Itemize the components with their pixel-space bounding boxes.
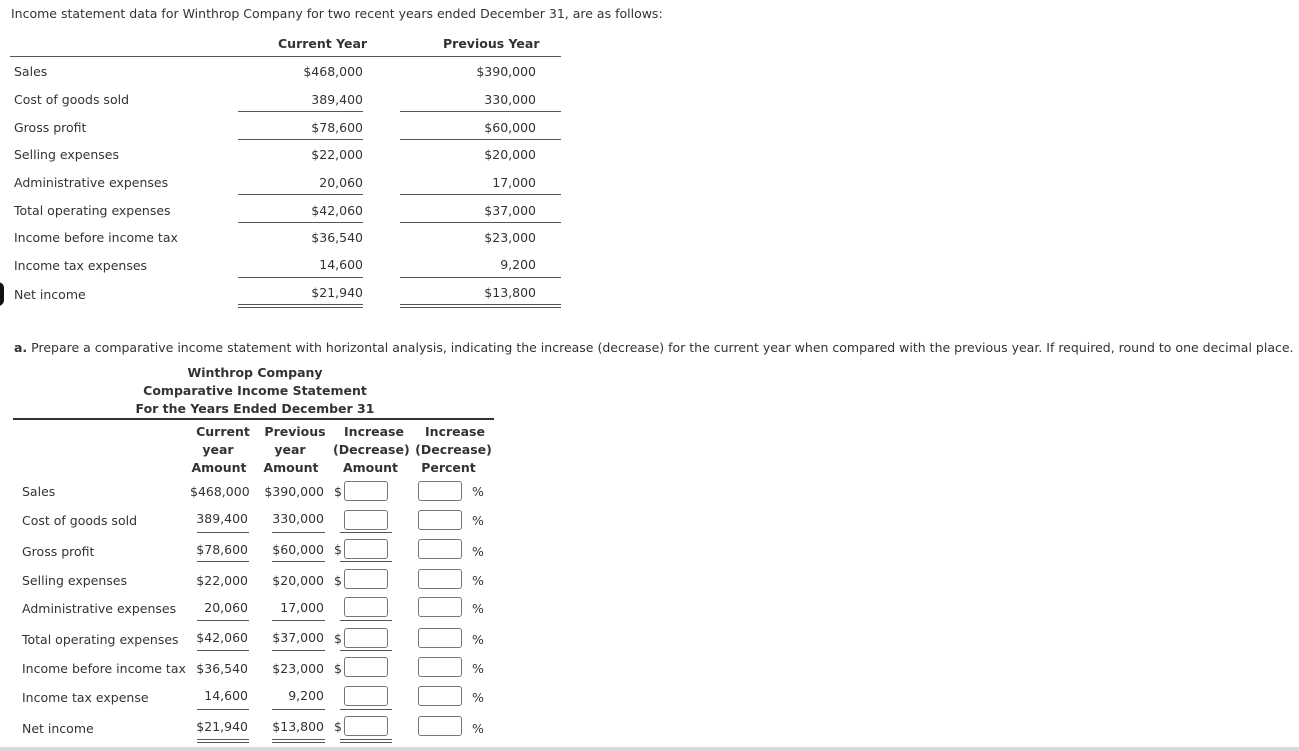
total-double-rule [340, 739, 392, 743]
percent-sign: % [472, 690, 484, 705]
question-text [14, 340, 1294, 355]
subtotal-rule [340, 620, 392, 621]
subtotal-rule [340, 532, 392, 533]
prev-value: 17,000 [492, 175, 536, 190]
percent-sign: % [472, 661, 484, 676]
cur-amount: $22,000 [196, 573, 248, 588]
subtotal-rule [197, 650, 249, 651]
row-label: Sales [22, 484, 56, 499]
hdr-incpct-3: Percent [421, 460, 476, 475]
cur-amount: $36,540 [196, 661, 248, 676]
row-label: Net income [22, 721, 94, 736]
total-double-rule [197, 739, 249, 743]
subtotal-rule [197, 709, 249, 710]
row-label: Income tax expenses [14, 258, 148, 273]
cur-value: $42,060 [311, 203, 363, 218]
prev-amount: 17,000 [280, 600, 324, 615]
increase-amount-input[interactable] [344, 569, 388, 589]
prev-amount: $23,000 [272, 661, 324, 676]
statement-header-rule [13, 418, 494, 420]
hdr-incpct-2: (Decrease) [415, 442, 492, 457]
col-previous-year: Previous Year [443, 36, 540, 51]
hdr-incamt-2: (Decrease) [333, 442, 410, 457]
subtotal-rule [272, 709, 325, 710]
subtotal-rule [238, 277, 363, 278]
prev-amount: $37,000 [272, 630, 324, 645]
cur-amount: 389,400 [196, 511, 248, 526]
subtotal-rule [272, 650, 325, 651]
prev-amount: 9,200 [288, 688, 324, 703]
cur-amount: $42,060 [196, 630, 248, 645]
prev-amount: 330,000 [272, 511, 324, 526]
subtotal-rule [197, 620, 249, 621]
prev-value: 330,000 [484, 92, 536, 107]
bottom-scroll-edge [0, 747, 1299, 751]
row-label: Total operating expenses [22, 632, 179, 647]
increase-amount-input[interactable] [344, 539, 388, 559]
dollar-sign: $ [334, 573, 342, 588]
increase-percent-input[interactable] [418, 481, 462, 501]
subtotal-rule [340, 650, 392, 651]
col-current-year: Current Year [278, 36, 368, 51]
row-label: Gross profit [14, 120, 87, 135]
row-label: Cost of goods sold [14, 92, 130, 107]
row-label: Administrative expenses [22, 601, 177, 616]
increase-amount-input[interactable] [344, 686, 388, 706]
row-label: Gross profit [22, 544, 95, 559]
dollar-sign: $ [334, 542, 342, 557]
prev-value: $23,000 [484, 230, 536, 245]
row-label: Total operating expenses [14, 203, 171, 218]
subtotal-rule [197, 532, 249, 533]
cur-value: $468,000 [303, 64, 363, 79]
prev-value: $20,000 [484, 147, 536, 162]
cur-amount: $78,600 [196, 542, 248, 557]
statement-period: For the Years Ended December 31 [135, 401, 375, 416]
percent-sign: % [472, 544, 484, 559]
increase-amount-input[interactable] [344, 481, 388, 501]
subtotal-rule [400, 194, 561, 195]
hdr-incamt-3: Amount [342, 460, 399, 475]
cur-value: 389,400 [311, 92, 363, 107]
dollar-sign: $ [334, 661, 342, 676]
subtotal-rule [272, 620, 325, 621]
cur-value: $78,600 [311, 120, 363, 135]
hdr-incamt-1: Increase [344, 424, 404, 439]
hdr-previous-2: year [274, 442, 306, 457]
hdr-current-2: year [202, 442, 234, 457]
question-body: Prepare a comparative income statement with horizontal analysis, indicating the increase (decrease) for the current year when compared with the previous year. If required, round to one decimal place. [31, 340, 1294, 355]
increase-percent-input[interactable] [418, 539, 462, 559]
increase-percent-input[interactable] [418, 510, 462, 530]
company-name: Winthrop Company [187, 365, 323, 380]
row-label: Net income [14, 287, 86, 302]
increase-amount-input[interactable] [344, 716, 388, 736]
row-label: Sales [14, 64, 48, 79]
cur-amount: 20,060 [204, 600, 248, 615]
row-label: Income before income tax [14, 230, 178, 245]
hdr-current-1: Current [196, 424, 250, 439]
cur-amount: $468,000 [190, 484, 250, 499]
percent-sign: % [472, 632, 484, 647]
prev-value: $390,000 [476, 64, 536, 79]
row-label: Income tax expense [22, 690, 149, 705]
increase-percent-input[interactable] [418, 569, 462, 589]
increase-percent-input[interactable] [418, 657, 462, 677]
increase-percent-input[interactable] [418, 716, 462, 736]
prev-amount: $13,800 [272, 719, 324, 734]
subtotal-rule [197, 561, 249, 562]
row-label: Selling expenses [14, 147, 120, 162]
dollar-sign: $ [334, 484, 342, 499]
cur-value: $21,940 [311, 285, 363, 300]
cur-value: $36,540 [311, 230, 363, 245]
subtotal-rule [238, 111, 363, 112]
dollar-sign: $ [334, 719, 342, 734]
total-double-rule [400, 304, 561, 308]
increase-percent-input[interactable] [418, 686, 462, 706]
row-label: Income before income tax [22, 661, 186, 676]
hdr-previous-1: Previous [264, 424, 326, 439]
row-label: Administrative expenses [14, 175, 169, 190]
prev-amount: $390,000 [264, 484, 324, 499]
increase-amount-input[interactable] [344, 628, 388, 648]
dollar-sign: $ [334, 631, 342, 646]
prev-amount: $60,000 [272, 542, 324, 557]
subtotal-rule [400, 277, 561, 278]
cur-value: $22,000 [311, 147, 363, 162]
subtotal-rule [238, 139, 363, 140]
increase-percent-input[interactable] [418, 628, 462, 648]
prev-value: $13,800 [484, 285, 536, 300]
left-edge-marker [0, 282, 4, 306]
subtotal-rule [400, 139, 561, 140]
row-label: Cost of goods sold [22, 513, 138, 528]
intro-text: Income statement data for Winthrop Company for two recent years ended December 31, are as follows: [11, 6, 663, 21]
hdr-current-3: Amount [191, 460, 247, 475]
subtotal-rule [272, 532, 325, 533]
row-label: Selling expenses [22, 573, 128, 588]
prev-amount: $20,000 [272, 573, 324, 588]
cur-amount: $21,940 [196, 719, 248, 734]
prev-value: $37,000 [484, 203, 536, 218]
subtotal-rule [272, 561, 325, 562]
subtotal-rule [340, 561, 392, 562]
statement-title: Comparative Income Statement [143, 383, 367, 398]
question-letter: a. [14, 340, 28, 355]
prev-value: $60,000 [484, 120, 536, 135]
increase-amount-input[interactable] [344, 510, 388, 530]
header-rule [10, 56, 561, 57]
percent-sign: % [472, 484, 484, 499]
hdr-previous-3: Amount [263, 460, 319, 475]
increase-amount-input[interactable] [344, 597, 388, 617]
percent-sign: % [472, 721, 484, 736]
increase-amount-input[interactable] [344, 657, 388, 677]
increase-percent-input[interactable] [418, 597, 462, 617]
percent-sign: % [472, 513, 484, 528]
subtotal-rule [238, 222, 363, 223]
cur-value: 20,060 [319, 175, 363, 190]
prev-value: 9,200 [500, 257, 536, 272]
total-double-rule [238, 304, 363, 308]
total-double-rule [272, 739, 325, 743]
subtotal-rule [400, 111, 561, 112]
subtotal-rule [238, 194, 363, 195]
cur-value: 14,600 [319, 257, 363, 272]
cur-amount: 14,600 [204, 688, 248, 703]
subtotal-rule [340, 709, 392, 710]
percent-sign: % [472, 601, 484, 616]
hdr-incpct-1: Increase [425, 424, 485, 439]
subtotal-rule [400, 222, 561, 223]
percent-sign: % [472, 573, 484, 588]
